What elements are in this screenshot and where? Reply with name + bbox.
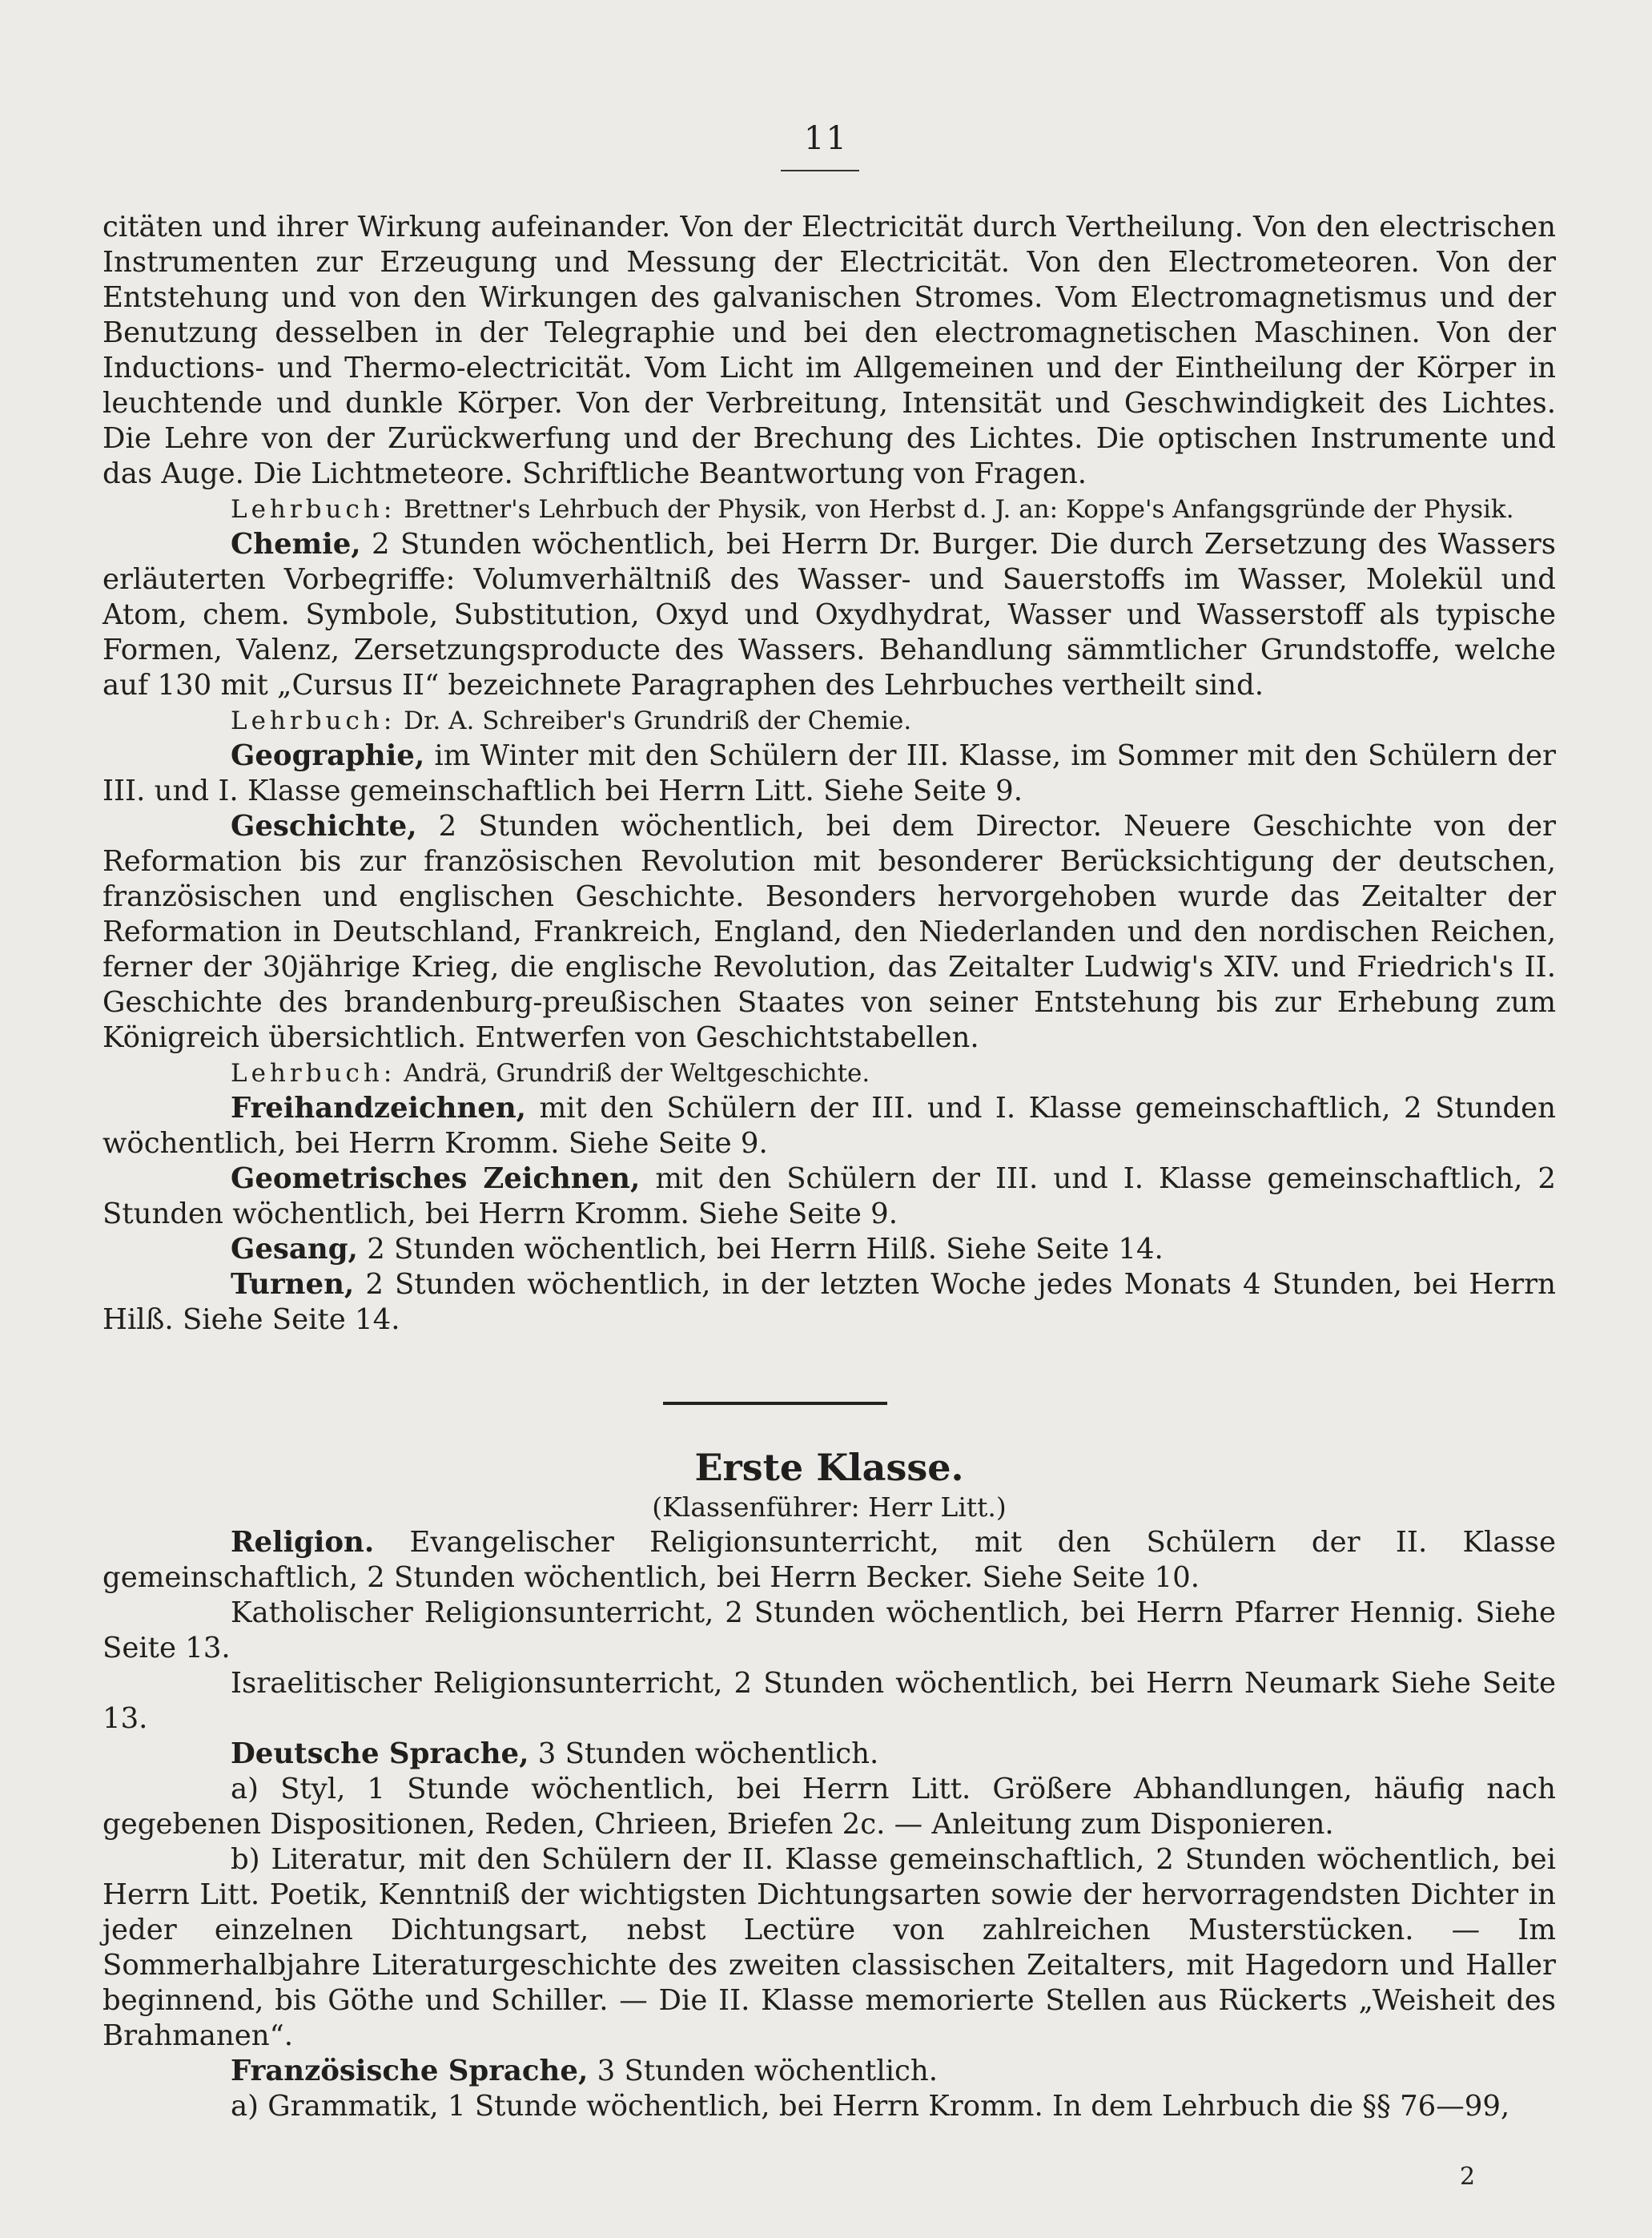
subject-heading: Französische Sprache, xyxy=(231,2055,589,2087)
page-number-underline xyxy=(781,170,859,171)
subject-paragraph xyxy=(102,809,1556,1056)
subject-text: im Winter mit den Schülern der III. Klasse, im Sommer mit den Schülern der III. und I. Klasse gemeinschaftlich bei Herrn Litt. Siehe Seite 9. xyxy=(102,739,1556,807)
page-number: 11 xyxy=(804,120,848,157)
textbook-title: Dr. A. Schreiber's Grundriß der Chemie. xyxy=(404,706,912,735)
textbook-note xyxy=(102,492,1556,527)
subject-heading: Deutsche Sprache, xyxy=(231,1737,529,1770)
subject-heading: Geographie, xyxy=(231,739,425,772)
subject-heading: Chemie, xyxy=(231,528,361,561)
subject-paragraph xyxy=(102,1737,1556,1772)
subject-text: 3 Stunden wöchentlich. xyxy=(537,1737,879,1770)
textbook-label: Lehrbuch: xyxy=(231,1059,396,1088)
textbook-note xyxy=(102,1056,1556,1091)
printer-signature: 2 xyxy=(1460,2163,1476,2191)
subject-paragraph xyxy=(102,2054,1556,2089)
textbook-label: Lehrbuch: xyxy=(231,706,396,735)
subject-text: 2 Stunden wöchentlich, bei Herrn Dr. Burger. Die durch Zersetzung des Wassers erläuterten Vorbegriffe: Volumverhältniß des Wasser- und Sauerstoffs im Wasser, Molekül und Atom, chem. Symbole, Substitution, Oxyd und Oxydhydrat, Wasser und Wasserstoff als typische Formen, Valenz, Zersetzungsproducte des Wassers. Behandlung sämmtlicher Grundstoffe, welche auf 130 mit „Cursus II“ bezeichnete Paragraphen des Lehrbuches vertheilt sind. xyxy=(102,528,1556,702)
subject-paragraph xyxy=(102,739,1556,809)
subject-paragraph xyxy=(102,527,1556,703)
textbook-note xyxy=(102,703,1556,739)
subject-paragraph xyxy=(102,1161,1556,1232)
subject-heading: Geschichte, xyxy=(231,810,417,843)
subject-heading: Geometrisches Zeichnen, xyxy=(231,1162,641,1195)
separator-rule xyxy=(663,1402,887,1405)
subject-paragraph xyxy=(102,1525,1556,1596)
subject-text: Evangelischer Religionsunterricht, mit den Schülern der II. Klasse gemeinschaftlich, 2 Stunden wöchentlich, bei Herrn Becker. Siehe Seite 10. xyxy=(102,1526,1556,1594)
paragraph: citäten und ihrer Wirkung aufeinander. Von der Electricität durch Vertheilung. Von den electrischen Instrumenten zur Erzeugung und Messung der Electricität. Von den Electrometeoren. Von der Entstehung und von den Wirkungen des galvanischen Stromes. Vom Electromagnetismus und der Benutzung desselben in der Telegraphie und bei den electromagnetischen Maschinen. Von der Inductions- und Thermo-electricität. Vom Licht im Allgemeinen und der Eintheilung der Körper in leuchtende und dunkle Körper. Von der Verbreitung, Intensität und Geschwindigkeit des Lichtes. Die Lehre von der Zurückwerfung und der Brechung des Lichtes. Die optischen Instrumente und das Auge. Die Lichtmeteore. Schriftliche Beantwortung von Fragen. xyxy=(102,211,1556,490)
subject-paragraph xyxy=(102,1232,1556,1267)
textbook-title: Brettner's Lehrbuch der Physik, von Herbst d. J. an: Koppe's Anfangsgründe der Physik. xyxy=(404,495,1514,524)
section-title: Erste Klasse. xyxy=(694,1446,964,1489)
subject-text: 2 Stunden wöchentlich, bei Herrn Hilß. Siehe Seite 14. xyxy=(367,1233,1164,1266)
paragraph: b) Literatur, mit den Schülern der II. Klasse gemeinschaftlich, 2 Stunden wöchentlich, bei Herrn Litt. Poetik, Kenntniß der wichtigsten Dichtungsarten sowie der hervorragendsten Dichter in jeder einzelnen Dichtungsart, nebst Lectüre von zahlreichen Musterstücken. — Im Sommerhalbjahre Literaturgeschichte des zweiten classischen Zeitalters, mit Hagedorn und Haller beginnend, bis Göthe und Schiller. — Die II. Klasse memorierte Stellen aus Rückerts „Weisheit des Brahmanen“. xyxy=(102,1843,1556,2052)
section-separator xyxy=(102,1338,1556,1426)
paragraph: a) Styl, 1 Stunde wöchentlich, bei Herrn Litt. Größere Abhandlungen, häufig nach gegebenen Dispositionen, Reden, Chrieen, Briefen 2c. — Anleitung zum Disponieren. xyxy=(102,1773,1556,1841)
paragraph: Israelitischer Religionsunterricht, 2 Stunden wöchentlich, bei Herrn Neumark Siehe Seite 13. xyxy=(102,1667,1556,1735)
subject-heading: Turnen, xyxy=(231,1268,355,1301)
textbook-title: Andrä, Grundriß der Weltgeschichte. xyxy=(404,1059,870,1088)
subject-paragraph xyxy=(102,1267,1556,1338)
subject-text: 2 Stunden wöchentlich, in der letzten Woche jedes Monats 4 Stunden, bei Herrn Hilß. Siehe Seite 14. xyxy=(102,1268,1556,1336)
subject-text: 2 Stunden wöchentlich, bei dem Director. Neuere Geschichte von der Reformation bis zur französischen Revolution mit besonderer Berücksichtigung der deutschen, französischen und englischen Geschichte. Besonders hervorgehoben wurde das Zeitalter der Reformation in Deutschland, Frankreich, England, den Niederlanden und den nordischen Reichen, ferner der 30jährige Krieg, die englische Revolution, das Zeitalter Ludwig's XIV. und Friedrich's II. Geschichte des brandenburg-preußischen Staates von seiner Entstehung bis zur Erhebung zum Königreich übersichtlich. Entwerfen von Geschichtstabellen. xyxy=(102,810,1556,1054)
paragraph: Katholischer Religionsunterricht, 2 Stunden wöchentlich, bei Herrn Pfarrer Hennig. Siehe Seite 13. xyxy=(102,1596,1556,1664)
subject-paragraph xyxy=(102,1091,1556,1161)
textbook-label: Lehrbuch: xyxy=(231,495,396,524)
subject-heading: Gesang, xyxy=(231,1233,358,1266)
subject-text: 3 Stunden wöchentlich. xyxy=(597,2055,939,2087)
subject-heading: Freihandzeichnen, xyxy=(231,1092,527,1125)
class-teacher-note: (Klassenführer: Herr Litt.) xyxy=(652,1491,1007,1523)
subject-heading: Religion. xyxy=(231,1526,375,1559)
paragraph: a) Grammatik, 1 Stunde wöchentlich, bei Herrn Kromm. In dem Lehrbuch die §§ 76—99, xyxy=(231,2090,1510,2123)
subject-text: mit den Schülern der III. und I. Klasse gemeinschaftlich, 2 Stunden wöchentlich, bei Herrn Kromm. Siehe Seite 9. xyxy=(102,1092,1556,1160)
body-text xyxy=(102,210,1556,2124)
subject-text: mit den Schülern der III. und I. Klasse gemeinschaftlich, 2 Stunden wöchentlich, bei Herrn Kromm. Siehe Seite 9. xyxy=(102,1162,1556,1230)
